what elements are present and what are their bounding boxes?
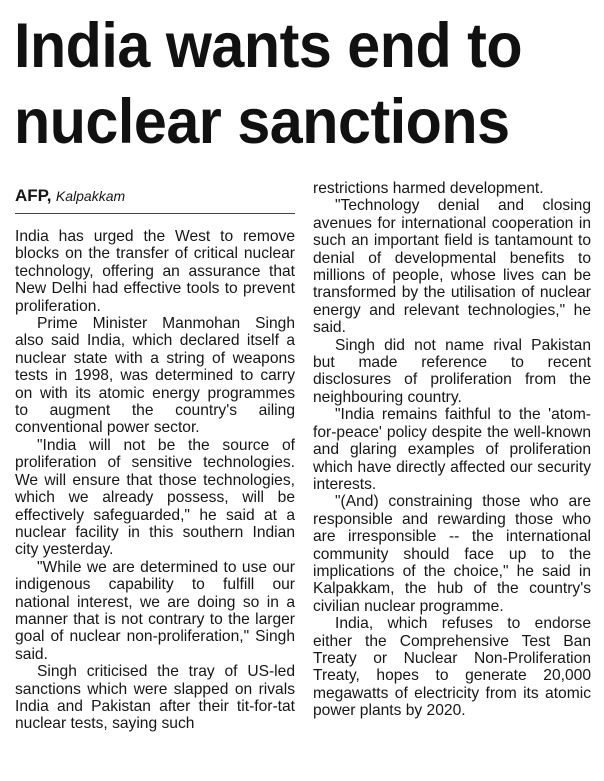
byline — [15, 186, 295, 214]
paragraph: "(And) constraining those who are responsible and rewarding those who are irresponsible -- the international community should face up to the implications of the choice," he said in Kalpakkam, the hub of the country's civilian nuclear programme. — [313, 493, 591, 615]
paragraph: Singh did not name rival Pakistan but made reference to recent disclosures of proliferation from the neighbouring country. — [313, 336, 591, 406]
paragraph: India has urged the West to remove blocks on the transfer of critical nuclear technology, offering an assurance that New Delhi had effective tools to prevent proliferation. — [15, 228, 295, 315]
left-column — [15, 186, 295, 733]
right-column — [313, 180, 591, 720]
paragraph: "While we are determined to use our indigenous capability to fulfill our national interest, we are doing so in a manner that is not contrary to the larger goal of nuclear non-proliferation," Singh said. — [15, 558, 295, 663]
byline-place: Kalpakkam — [55, 188, 126, 204]
paragraph: "Technology denial and closing avenues for international cooperation in such an important field is tantamount to denial of developmental benefits to millions of people, whose lives can be transformed by the utilisation of nuclear energy and relevant technologies," he said. — [313, 197, 591, 337]
headline — [14, 8, 559, 160]
headline-line-2: nuclear sanctions — [14, 87, 510, 157]
paragraph: "India will not be the source of proliferation of sensitive technologies. We will ensure that those technologies, which we already possess, will be effectively safeguarded," he said at a nuclear facility in this southern Indian city yesterday. — [15, 436, 295, 559]
headline-line-1: India wants end to — [14, 11, 523, 81]
byline-agency: AFP, — [15, 186, 52, 205]
paragraph-continued: restrictions harmed development. — [313, 180, 544, 197]
paragraph: Singh criticised the tray of US-led sanctions which were slapped on rivals India and Pakistan after their tit-for-tat nuclear tests, saying such — [15, 663, 295, 733]
paragraph: India, which refuses to endorse either the Comprehensive Test Ban Treaty or Nuclear Non-Proliferation Treaty, hopes to generate 20,000 megawatts of electricity from its atomic power plants by 2020. — [313, 615, 591, 720]
paragraph: Prime Minister Manmohan Singh also said India, which declared itself a nuclear state with a string of weapons tests in 1998, was determined to carry on with its atomic energy programmes to augment the country's ailing conventional power sector. — [15, 315, 295, 437]
paragraph: "India remains faithful to the 'atom-for-peace' policy despite the well-known and glaring examples of proliferation which have directly affected our security interests. — [313, 406, 591, 493]
